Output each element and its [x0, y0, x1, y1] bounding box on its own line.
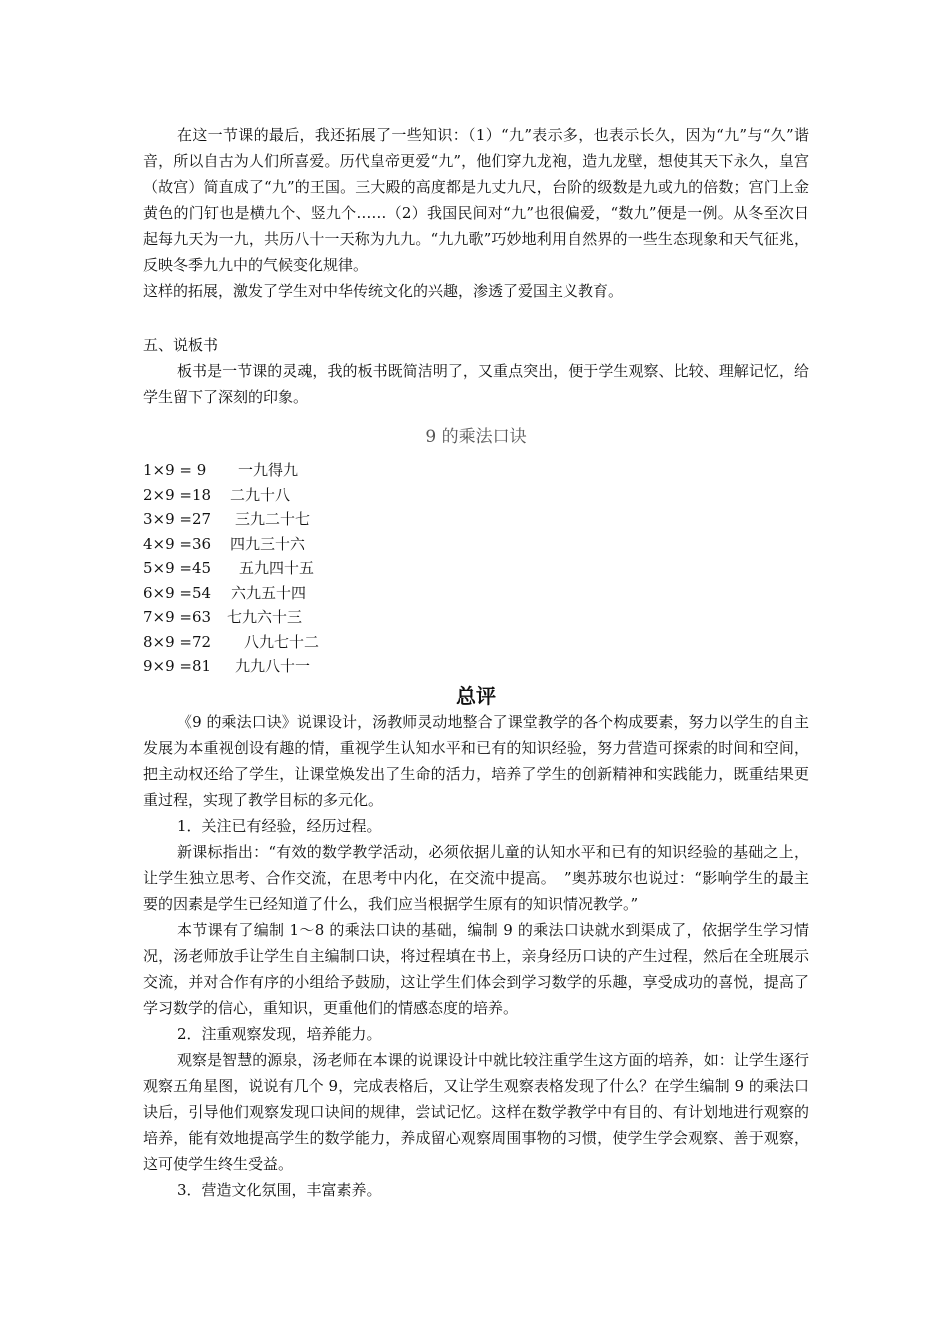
chant: 四九三十六	[230, 534, 306, 553]
summary-point-heading: 2．注重观察发现，培养能力。	[177, 1024, 382, 1043]
table-row	[143, 556, 809, 581]
chant: 九九八十一	[235, 657, 311, 675]
table-row	[143, 605, 809, 630]
chant: 三九二十七	[235, 510, 311, 528]
multiplication-table	[143, 458, 809, 679]
equation: 5×9 =45	[143, 559, 212, 577]
summary-paragraph: 本节课有了编制 1～8 的乘法口诀的基础，编制 9 的乘法口诀就水到渠成了，依据学生学习情况，汤老师放手让学生自主编制口诀，将过程填在书上，亲身经历口诀的产生过程，然后在全班展示交流，并对合作有序的小组给予鼓励，这让学生们体会到学习数学的乐趣，享受成功的喜悦，提高了学习数学的信心，重知识，更重他们的情感态度的培养。	[143, 920, 809, 1017]
summary-point-heading: 1．关注已有经验，经历过程。	[177, 816, 382, 835]
intro-paragraph-2: 这样的拓展，激发了学生对中华传统文化的兴趣，渗透了爱国主义教育。	[143, 282, 624, 300]
table-row	[143, 507, 809, 532]
summary-paragraph: 《9 的乘法口诀》说课设计，汤教师灵动地整合了课堂教学的各个构成要素，努力以学生的自主发展为本重视创设有趣的情，重视学生认知水平和已有的知识经验，努力营造可探索的时间和空间，把主动权还给了学生，让课堂焕发出了生命的活力，培养了学生的创新精神和实践能力，既重结果更重过程，实现了教学目标的多元化。	[143, 712, 809, 809]
table-row	[143, 630, 809, 655]
summary-paragraph: 新课标指出：“有效的数学教学活动，必须依据儿童的认知水平和已有的知识经验的基础之上，让学生独立思考、合作交流，在思考中内化，在交流中提高。 ”奥苏玻尔也说过：“影响学生的最主要的因素是学生已经知道了什么，我们应当根据学生原有的知识情况教学。”	[143, 842, 809, 913]
table-row	[143, 458, 809, 483]
summary-paragraph: 观察是智慧的源泉，汤老师在本课的说课设计中就比较注重学生这方面的培养，如：让学生逐行观察五角星图，说说有几个 9，完成表格后，又让学生观察表格发现了什么？在学生编制 9 的乘法口诀后，引导他们观察发现口诀间的规律，尝试记忆。这样在数学教学中有目的、有计划地进行观察的培养，能有效地提高学生的数学能力，养成留心观察周围事物的习惯，使学生学会观察、善于观察，这可使学生终生受益。	[143, 1050, 809, 1173]
equation: 2×9 =18	[143, 485, 212, 504]
table-row	[143, 581, 809, 606]
equation: 3×9 =27	[143, 510, 212, 528]
chant: 二九十八	[230, 485, 291, 504]
chant: 五九四十五	[239, 559, 315, 577]
board-section-heading: 五、说板书	[143, 336, 219, 354]
equation: 1×9 = 9	[143, 461, 207, 479]
chant: 八九七十二	[244, 632, 320, 651]
equation: 8×9 =72	[143, 632, 212, 651]
summary-point-heading: 3．营造文化氛围，丰富素养。	[177, 1180, 382, 1199]
board-section-paragraph: 板书是一节课的灵魂，我的板书既简洁明了，又重点突出，便于学生观察、比较、理解记忆，给学生留下了深刻的印象。	[143, 362, 809, 406]
document-page	[143, 122, 809, 1203]
equation: 4×9 =36	[143, 534, 212, 553]
equation: 7×9 =63	[143, 608, 212, 626]
equation: 9×9 =81	[143, 657, 212, 675]
table-row	[143, 654, 809, 679]
chant: 六九五十四	[231, 583, 307, 602]
multiplication-table-title: 9 的乘法口诀	[425, 427, 527, 447]
table-row	[143, 532, 809, 557]
table-row	[143, 483, 809, 508]
summary-title: 总评	[456, 683, 496, 708]
chant: 一九得九	[238, 461, 299, 479]
intro-paragraph-1: 在这一节课的最后，我还拓展了一些知识：（1）“九”表示多，也表示长久，因为“九”与“久”谐音，所以自古为人们所喜爱。历代皇帝更爱“九”，他们穿九龙袍，造九龙壁，想使其天下永久，皇宫（故宫）简直成了“九”的王国。三大殿的高度都是九丈九尺，台阶的级数是九或九的倍数；宫门上金黄色的门钉也是横九个、竖九个……（2）我国民间对“九”也很偏爱，“数九”便是一例。从冬至次日起每九天为一九，共历八十一天称为九九。“九九歌”巧妙地利用自然界的一些生态现象和天气征兆，反映冬季九九中的气候变化规律。	[143, 126, 809, 274]
equation: 6×9 =54	[143, 583, 212, 602]
chant: 七九六十三	[227, 608, 303, 626]
